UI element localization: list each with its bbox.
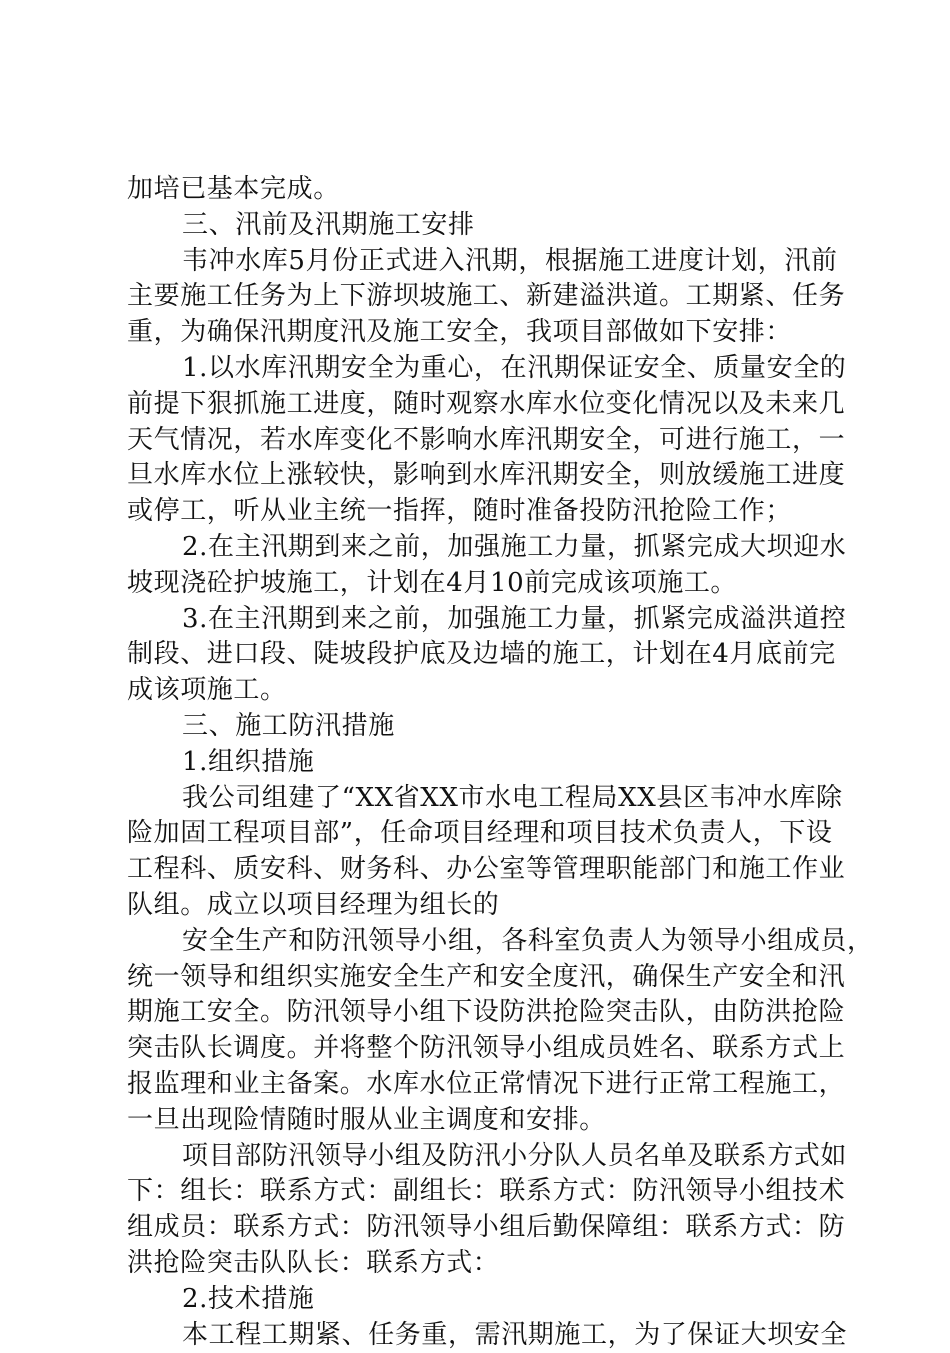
text-line: 队组。成立以项目经理为组长的 [127, 888, 837, 924]
text-line: 项目部防汛领导小组及防汛小分队人员名单及联系方式如 [127, 1139, 837, 1175]
text-line: 坡现浇砼护坡施工，计划在4月10前完成该项施工。 [127, 566, 837, 602]
text-line: 一旦出现险情随时服从业主调度和安排。 [127, 1103, 837, 1139]
text-line: 天气情况，若水库变化不影响水库汛期安全，可进行施工，一 [127, 423, 837, 459]
text-line: 或停工，听从业主统一指挥，随时准备投防汛抢险工作； [127, 494, 837, 530]
document-body [127, 172, 837, 1353]
text-line: 三、汛前及汛期施工安排 [127, 208, 837, 244]
text-line: 组成员：联系方式：防汛领导小组后勤保障组：联系方式：防 [127, 1210, 837, 1246]
text-line: 报监理和业主备案。水库水位正常情况下进行正常工程施工， [127, 1067, 837, 1103]
text-line: 前提下狠抓施工进度，随时观察水库水位变化情况以及未来几 [127, 387, 837, 423]
text-line: 主要施工任务为上下游坝坡施工、新建溢洪道。工期紧、任务 [127, 279, 837, 315]
text-line: 洪抢险突击队队长：联系方式： [127, 1246, 837, 1282]
text-line: 险加固工程项目部”，任命项目经理和项目技术负责人，下设 [127, 816, 837, 852]
text-line: 1.以水库汛期安全为重心，在汛期保证安全、质量安全的 [127, 351, 837, 387]
text-line: 期施工安全。防汛领导小组下设防洪抢险突击队，由防洪抢险 [127, 995, 837, 1031]
text-line: 加培已基本完成。 [127, 172, 837, 208]
text-line: 韦冲水库5月份正式进入汛期，根据施工进度计划，汛前 [127, 244, 837, 280]
text-line: 制段、进口段、陡坡段护底及边墙的施工，计划在4月底前完 [127, 637, 837, 673]
text-line: 2.在主汛期到来之前，加强施工力量，抓紧完成大坝迎水 [127, 530, 837, 566]
text-line: 1.组织措施 [127, 745, 837, 781]
text-line: 突击队长调度。并将整个防汛领导小组成员姓名、联系方式上 [127, 1031, 837, 1067]
text-line: 3.在主汛期到来之前，加强施工力量，抓紧完成溢洪道控 [127, 602, 837, 638]
text-line: 成该项施工。 [127, 673, 837, 709]
text-line: 重，为确保汛期度汛及施工安全，我项目部做如下安排： [127, 315, 837, 351]
text-line: 下：组长：联系方式：副组长：联系方式：防汛领导小组技术 [127, 1174, 837, 1210]
text-line: 本工程工期紧、任务重，需汛期施工，为了保证大坝安全 [127, 1318, 837, 1353]
text-line: 旦水库水位上涨较快，影响到水库汛期安全，则放缓施工进度 [127, 458, 837, 494]
text-line: 安全生产和防汛领导小组，各科室负责人为领导小组成员， [127, 924, 837, 960]
text-line: 统一领导和组织实施安全生产和安全度汛，确保生产安全和汛 [127, 960, 837, 996]
text-line: 三、施工防汛措施 [127, 709, 837, 745]
text-line: 我公司组建了“XX省XX市水电工程局XX县区韦冲水库除 [127, 781, 837, 817]
text-line: 工程科、质安科、财务科、办公室等管理职能部门和施工作业 [127, 852, 837, 888]
text-line: 2.技术措施 [127, 1282, 837, 1318]
